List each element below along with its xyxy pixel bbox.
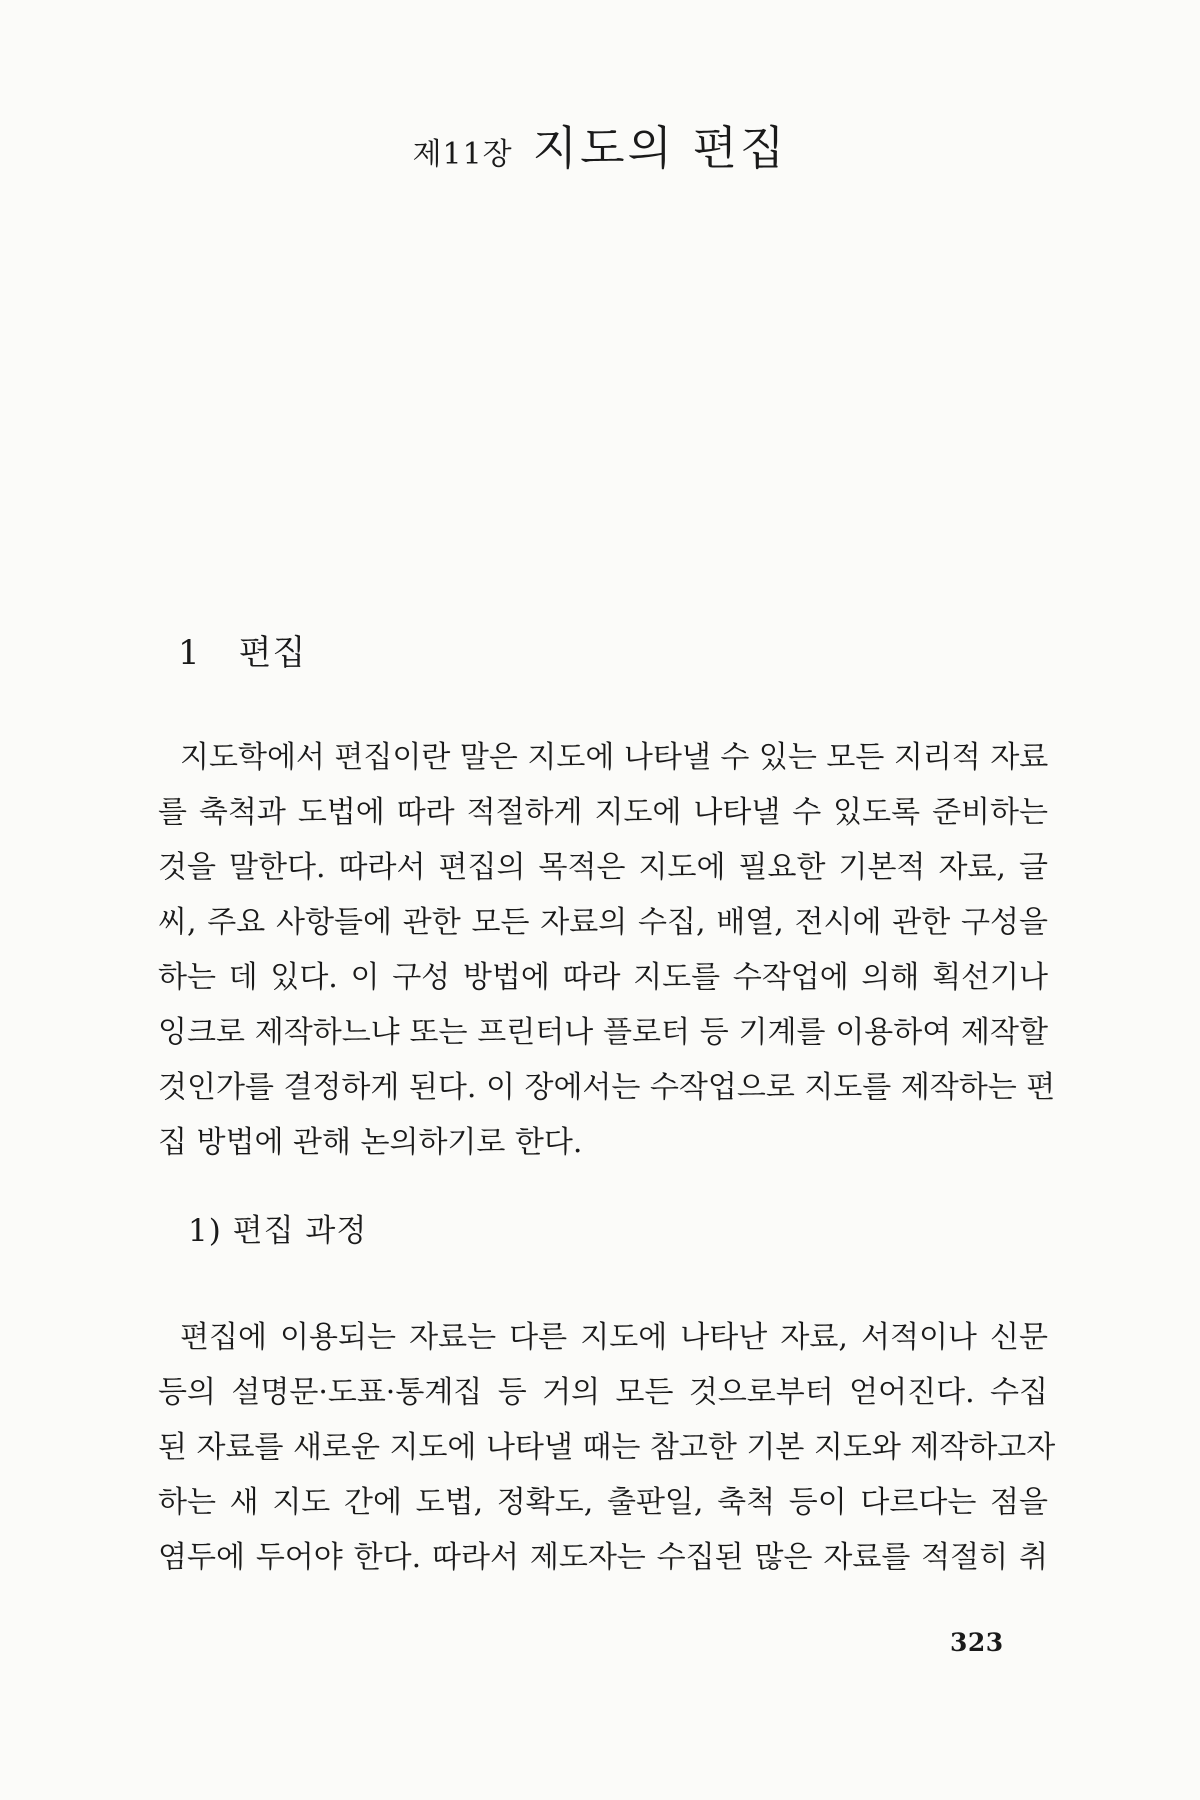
- text-line: 등의 설명문·도표·통계집 등 거의 모든 것으로부터 얻어진다. 수집: [158, 1375, 1048, 1410]
- text-line: 집 방법에 관해 논의하기로 한다.: [158, 1125, 583, 1160]
- text-line: 하는 데 있다. 이 구성 방법에 따라 지도를 수작업에 의해 획선기나: [158, 960, 1048, 995]
- text-line: 것을 말한다. 따라서 편집의 목적은 지도에 필요한 기본적 자료, 글: [158, 850, 1048, 885]
- text-line: 염두에 두어야 한다. 따라서 제도자는 수집된 많은 자료를 적절히 취: [158, 1540, 1048, 1575]
- chapter-title: [0, 112, 1200, 178]
- subsection-heading: 1) 편집 과정: [188, 1213, 368, 1249]
- chapter-label: 제11장: [412, 137, 513, 172]
- chapter-name: 지도의 편집: [532, 121, 788, 175]
- paragraph-editing-definition: [158, 730, 1056, 1170]
- text-line: 잉크로 제작하느냐 또는 프린터나 플로터 등 기계를 이용하여 제작할: [158, 1015, 1048, 1050]
- page-number: 323: [950, 1628, 1004, 1657]
- section-heading: [178, 625, 306, 674]
- text-line: 하는 새 지도 간에 도법, 정확도, 출판일, 축척 등이 다르다는 점을: [158, 1485, 1048, 1520]
- section-number: 1: [178, 633, 201, 673]
- text-line: 편집에 이용되는 자료는 다른 지도에 나타난 자료, 서적이나 신문: [180, 1320, 1048, 1355]
- text-line: 것인가를 결정하게 된다. 이 장에서는 수작업으로 지도를 제작하는 편: [158, 1070, 1056, 1105]
- paragraph-editing-process: [158, 1310, 1056, 1585]
- text-line: 를 축척과 도법에 따라 적절하게 지도에 나타낼 수 있도록 준비하는: [158, 795, 1048, 830]
- text-line: 지도학에서 편집이란 말은 지도에 나타낼 수 있는 모든 지리적 자료: [180, 740, 1049, 775]
- text-line: 씨, 주요 사항들에 관한 모든 자료의 수집, 배열, 전시에 관한 구성을: [158, 905, 1048, 940]
- section-title: 편집: [238, 633, 307, 673]
- text-line: 된 자료를 새로운 지도에 나타낼 때는 참고한 기본 지도와 제작하고자: [158, 1430, 1056, 1465]
